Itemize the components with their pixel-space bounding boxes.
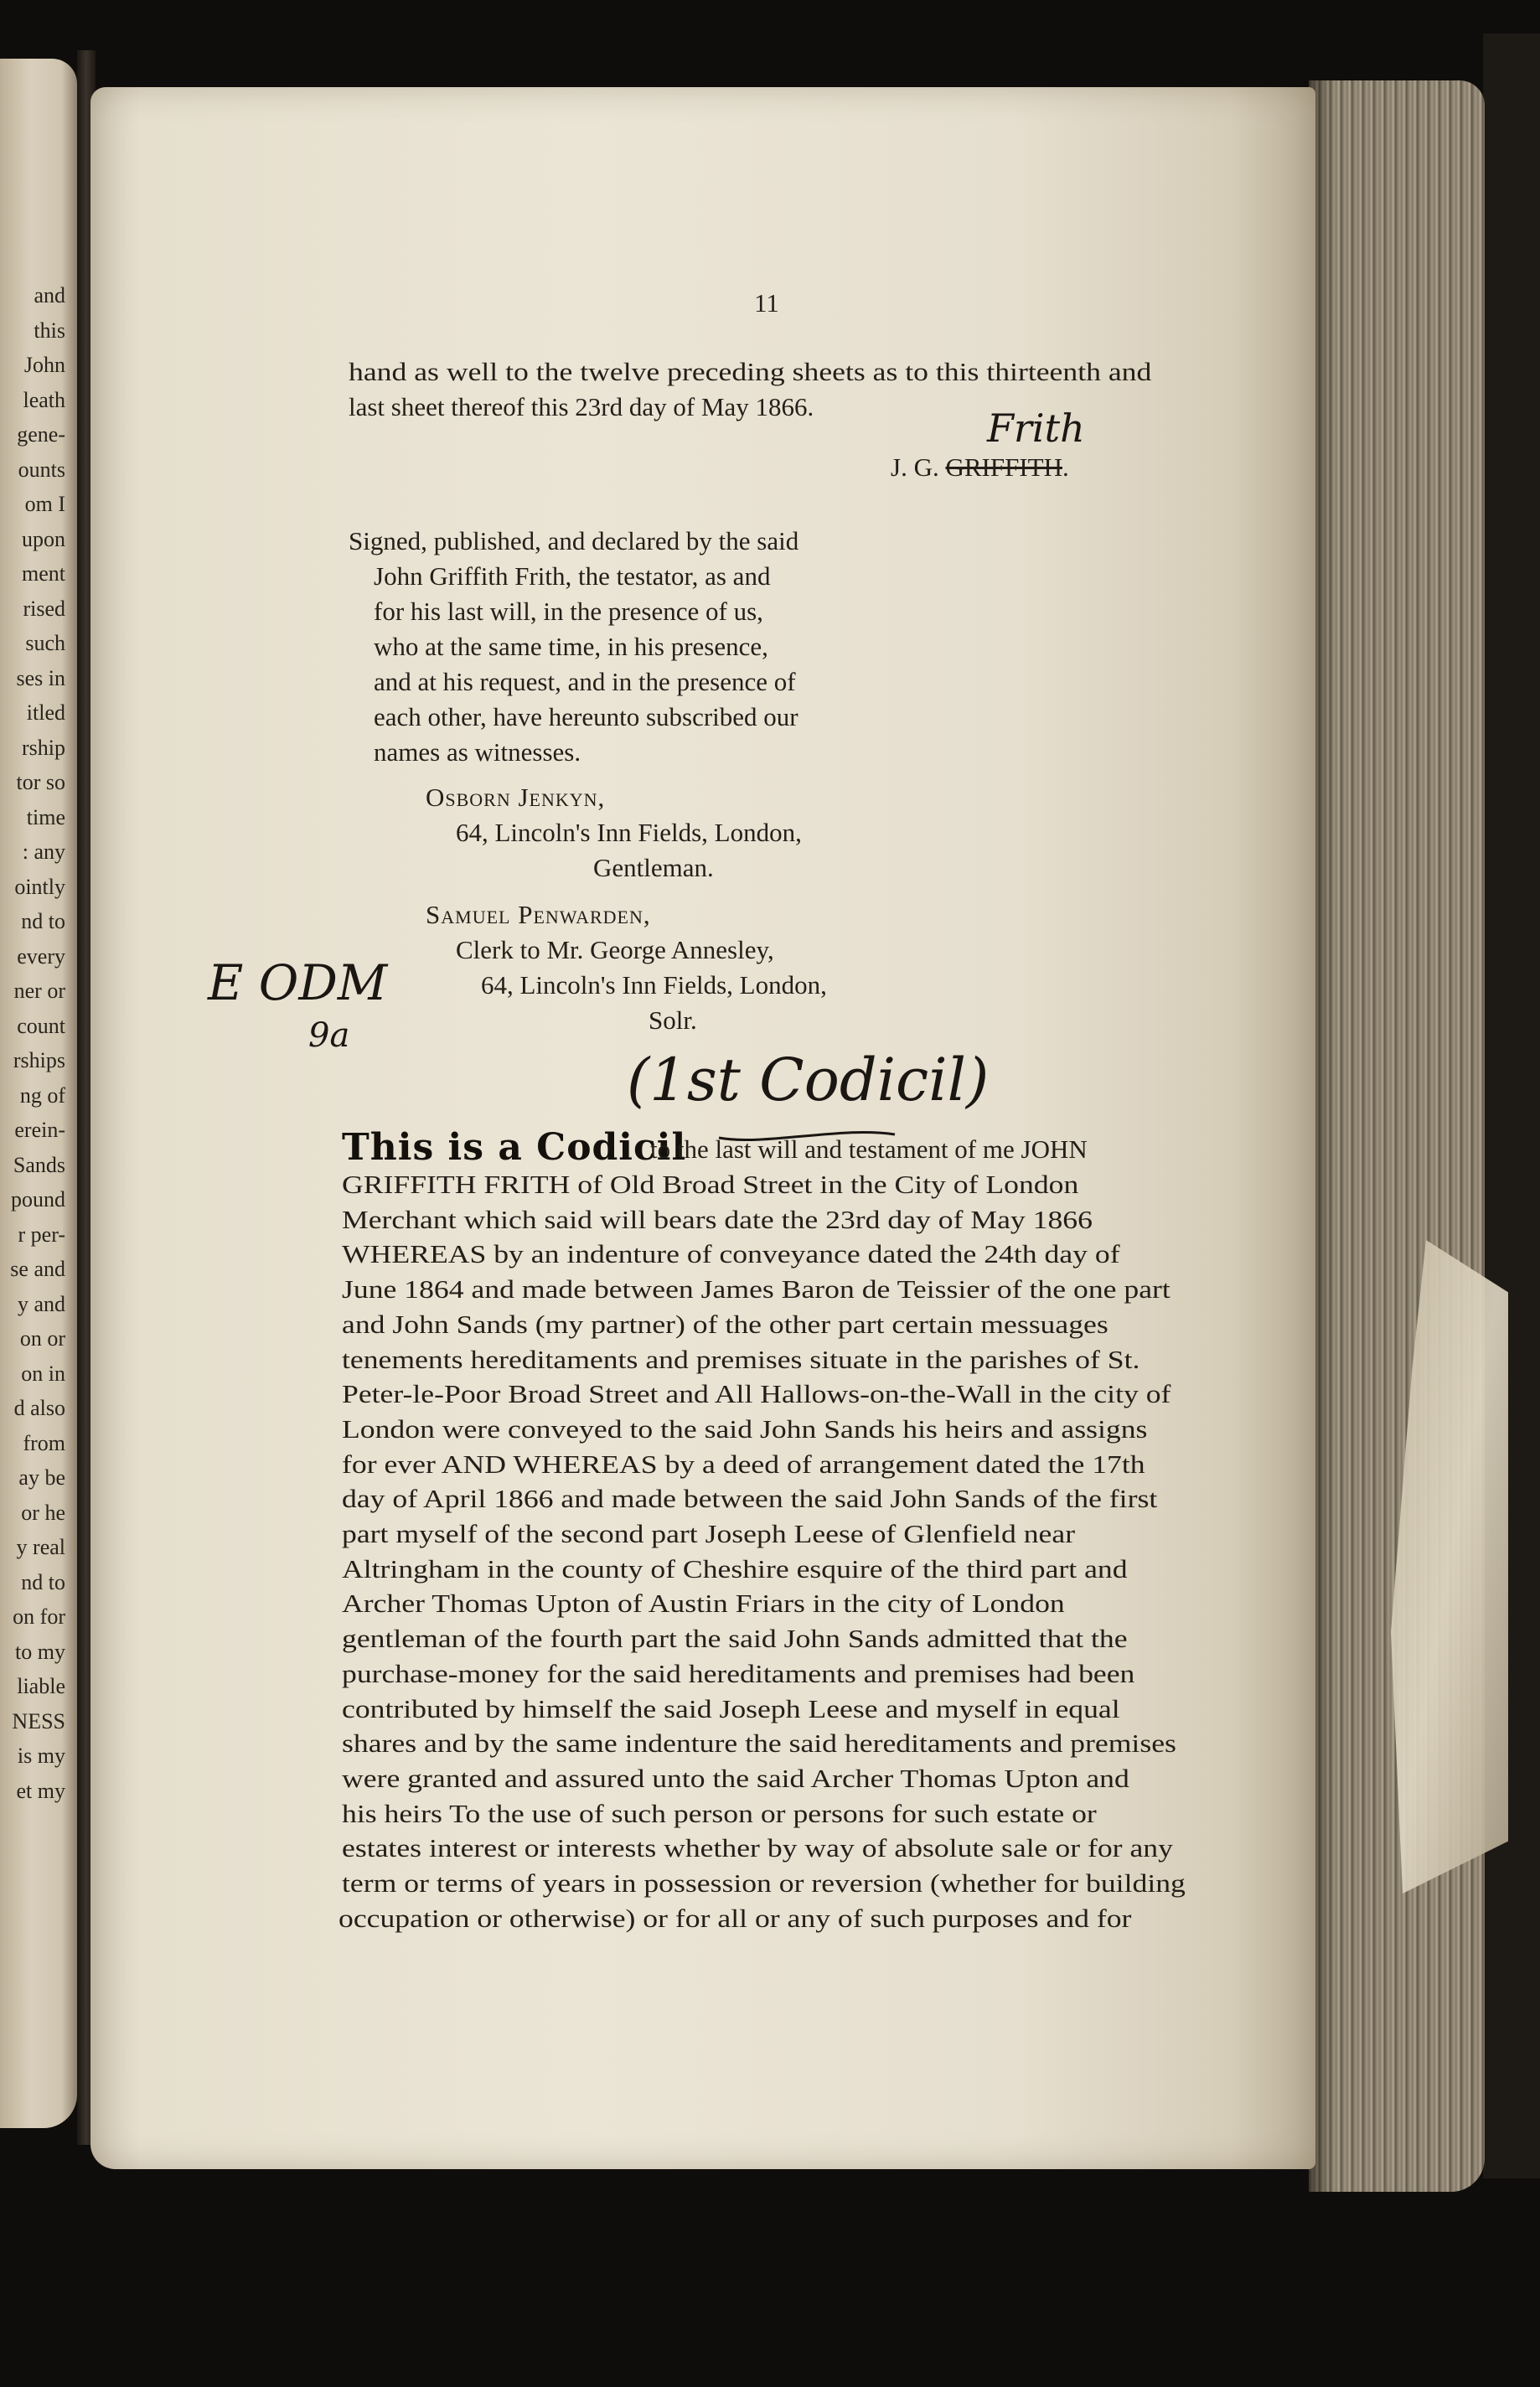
left-page-fragment: is my (17, 1744, 65, 1768)
codicil-line: shares and by the same indenture the said hereditaments and premises (342, 1728, 1176, 1759)
codicil-line: term or terms of years in possession or reversion (whether for building (342, 1868, 1186, 1898)
witness-1-name: Osborn Jenkyn, (426, 783, 606, 812)
codicil-line: Archer Thomas Upton of Austin Friars in the city of London (342, 1589, 1065, 1619)
witness-2-occupation: Solr. (649, 1005, 697, 1035)
left-page-fragment: pound (11, 1187, 65, 1212)
witness-1-address: 64, Lincoln's Inn Fields, London, (456, 818, 802, 847)
codicil-line: WHEREAS by an indenture of conveyance dated the 24th day of (342, 1239, 1120, 1269)
left-page-fragment: gene- (17, 422, 65, 447)
left-page-fragment: to my (15, 1639, 65, 1664)
attestation-line-7: names as witnesses. (374, 737, 581, 767)
left-page-fragment: rship (22, 735, 65, 760)
document-page (90, 87, 1315, 2169)
signature-prefix: J. G. (891, 452, 946, 482)
left-page-fragment: nd to (21, 909, 65, 933)
margin-note-sub: 9a (308, 1016, 350, 1055)
left-page-fragment: every (17, 943, 65, 969)
codicil-line: estates interest or interests whether by way of absolute sale or for any (342, 1833, 1173, 1863)
left-page-fragment: John (23, 353, 65, 377)
left-page-fragment: this (34, 318, 65, 343)
codicil-line: and John Sands (my partner) of the other part certain messuages (342, 1309, 1108, 1339)
signature-suffix: . (1062, 452, 1069, 482)
codicil-line: part myself of the second part Joseph Leese of Glenfield near (342, 1519, 1076, 1548)
testator-signature (891, 454, 1069, 480)
left-page-fragment: from (23, 1430, 65, 1455)
codicil-line: gentleman of the fourth part the said John Sands admitted that the (342, 1624, 1128, 1654)
codicil-line: day of April 1866 and made between the said John Sands of the first (342, 1484, 1158, 1514)
attestation-line-2: John Griffith Frith, the testator, as and (374, 561, 771, 591)
left-page-fragment: et my (16, 1778, 65, 1803)
codicil-line: occupation or otherwise) or for all or any of such purposes and for (338, 1903, 1132, 1933)
left-page-fragment: count (17, 1013, 65, 1038)
left-page-fragment: ounts (18, 457, 65, 482)
left-page-fragment: itled (26, 700, 65, 725)
witness-2-employer: Clerk to Mr. George Annesley, (456, 935, 774, 964)
codicil-line: for ever AND WHEREAS by a deed of arrangement dated the 17th (342, 1449, 1145, 1479)
left-page-fragment: such (25, 631, 65, 655)
left-page-fragment: d also (13, 1396, 65, 1420)
attestation-line-3: for his last will, in the presence of us, (374, 597, 763, 626)
attestation-line-1: Signed, published, and declared by the said (349, 526, 799, 555)
left-page-fragment: nd to (21, 1569, 65, 1594)
left-page-fragment: NESS (12, 1708, 65, 1733)
left-page-fragment: ay be (18, 1465, 65, 1490)
margin-initials: E ODM (208, 954, 388, 1011)
codicil-line: Peter-le-Poor Broad Street and All Hallows-on-the-Wall in the city of (342, 1379, 1171, 1409)
attestation-line-4: who at the same time, in his presence, (374, 632, 768, 661)
codicil-line: contributed by himself the said Joseph Leese and myself in equal (342, 1693, 1120, 1723)
left-page-fragment: leath (23, 387, 65, 412)
left-page-fragment: on in (21, 1361, 65, 1386)
opening-line-2: last sheet thereof this 23rd day of May 1866. (349, 392, 814, 421)
page-number: 11 (754, 288, 779, 318)
codicil-line: were granted and assured unto the said Archer Thomas Upton and (342, 1763, 1129, 1793)
left-page-fragment: on or (19, 1326, 65, 1351)
codicil-line: London were conveyed to the said John Sands his heirs and assigns (342, 1413, 1148, 1444)
codicil-line: GRIFFITH FRITH of Old Broad Street in the City of London (342, 1170, 1079, 1199)
left-page-fragment: ses in (16, 665, 65, 690)
left-page-fragment: ment (22, 561, 65, 586)
codicil-line: his heirs To the use of such person or persons for such estate or (342, 1798, 1097, 1828)
left-page-fragment: Sands (13, 1152, 65, 1177)
witness-2-address: 64, Lincoln's Inn Fields, London, (481, 970, 827, 1000)
codicil-heading: (1st Codicil) (627, 1046, 990, 1114)
opening-line-1: hand as well to the twelve preceding sheets as to this thirteenth and (349, 357, 1152, 386)
left-page-fragment: or he (21, 1500, 65, 1525)
left-page-fragment: erein- (14, 1118, 65, 1142)
left-page-fragment: upon (22, 526, 65, 551)
left-page-fragment: ner or (13, 979, 65, 1003)
handwritten-correction: Frith (987, 406, 1085, 451)
left-page-edge (0, 59, 77, 2128)
witness-2-name: Samuel Penwarden, (426, 900, 651, 929)
attestation-line-5: and at his request, and in the presence of (374, 667, 796, 696)
left-page-fragment: rships (13, 1048, 65, 1072)
left-page-fragment: ng of (19, 1082, 65, 1108)
attestation-line-6: each other, have hereunto subscribed our (374, 702, 798, 731)
codicil-line: June 1864 and made between James Baron de Teissier of the one part (342, 1274, 1171, 1305)
codicil-line-1: to the last will and testament of me JOHN (650, 1134, 1088, 1164)
left-page-fragment: liable (17, 1674, 65, 1698)
codicil-line: purchase-money for the said hereditaments and premises had been (342, 1658, 1135, 1688)
left-page-fragment: on for (13, 1604, 65, 1629)
left-page-fragment: om I (24, 492, 65, 516)
codicil-line: tenements hereditaments and premises situate in the parishes of St. (342, 1344, 1140, 1374)
page-edges (1309, 80, 1485, 2192)
witness-1-occupation: Gentleman. (593, 853, 714, 882)
left-page-fragment: ointly (14, 874, 65, 899)
left-page-fragment: and (34, 283, 65, 307)
left-page-fragment: time (26, 804, 65, 829)
book-cover-edge (1483, 34, 1540, 2178)
codicil-blackletter: This is a Codicil (342, 1126, 687, 1169)
left-page-fragment: se and (10, 1257, 65, 1281)
left-page-fragment: y real (16, 1535, 65, 1559)
struck-surname: GRIFFITH (945, 452, 1062, 482)
left-page-fragment: y and (17, 1291, 65, 1316)
left-page-fragment: rised (23, 596, 65, 621)
left-page-fragment: r per- (18, 1222, 65, 1247)
codicil-line: Altringham in the county of Cheshire esquire of the third part and (342, 1553, 1128, 1584)
left-page-fragment: : any (22, 840, 65, 864)
left-page-fragment: tor so (16, 770, 65, 794)
codicil-line: Merchant which said will bears date the 23rd day of May 1866 (342, 1204, 1093, 1234)
